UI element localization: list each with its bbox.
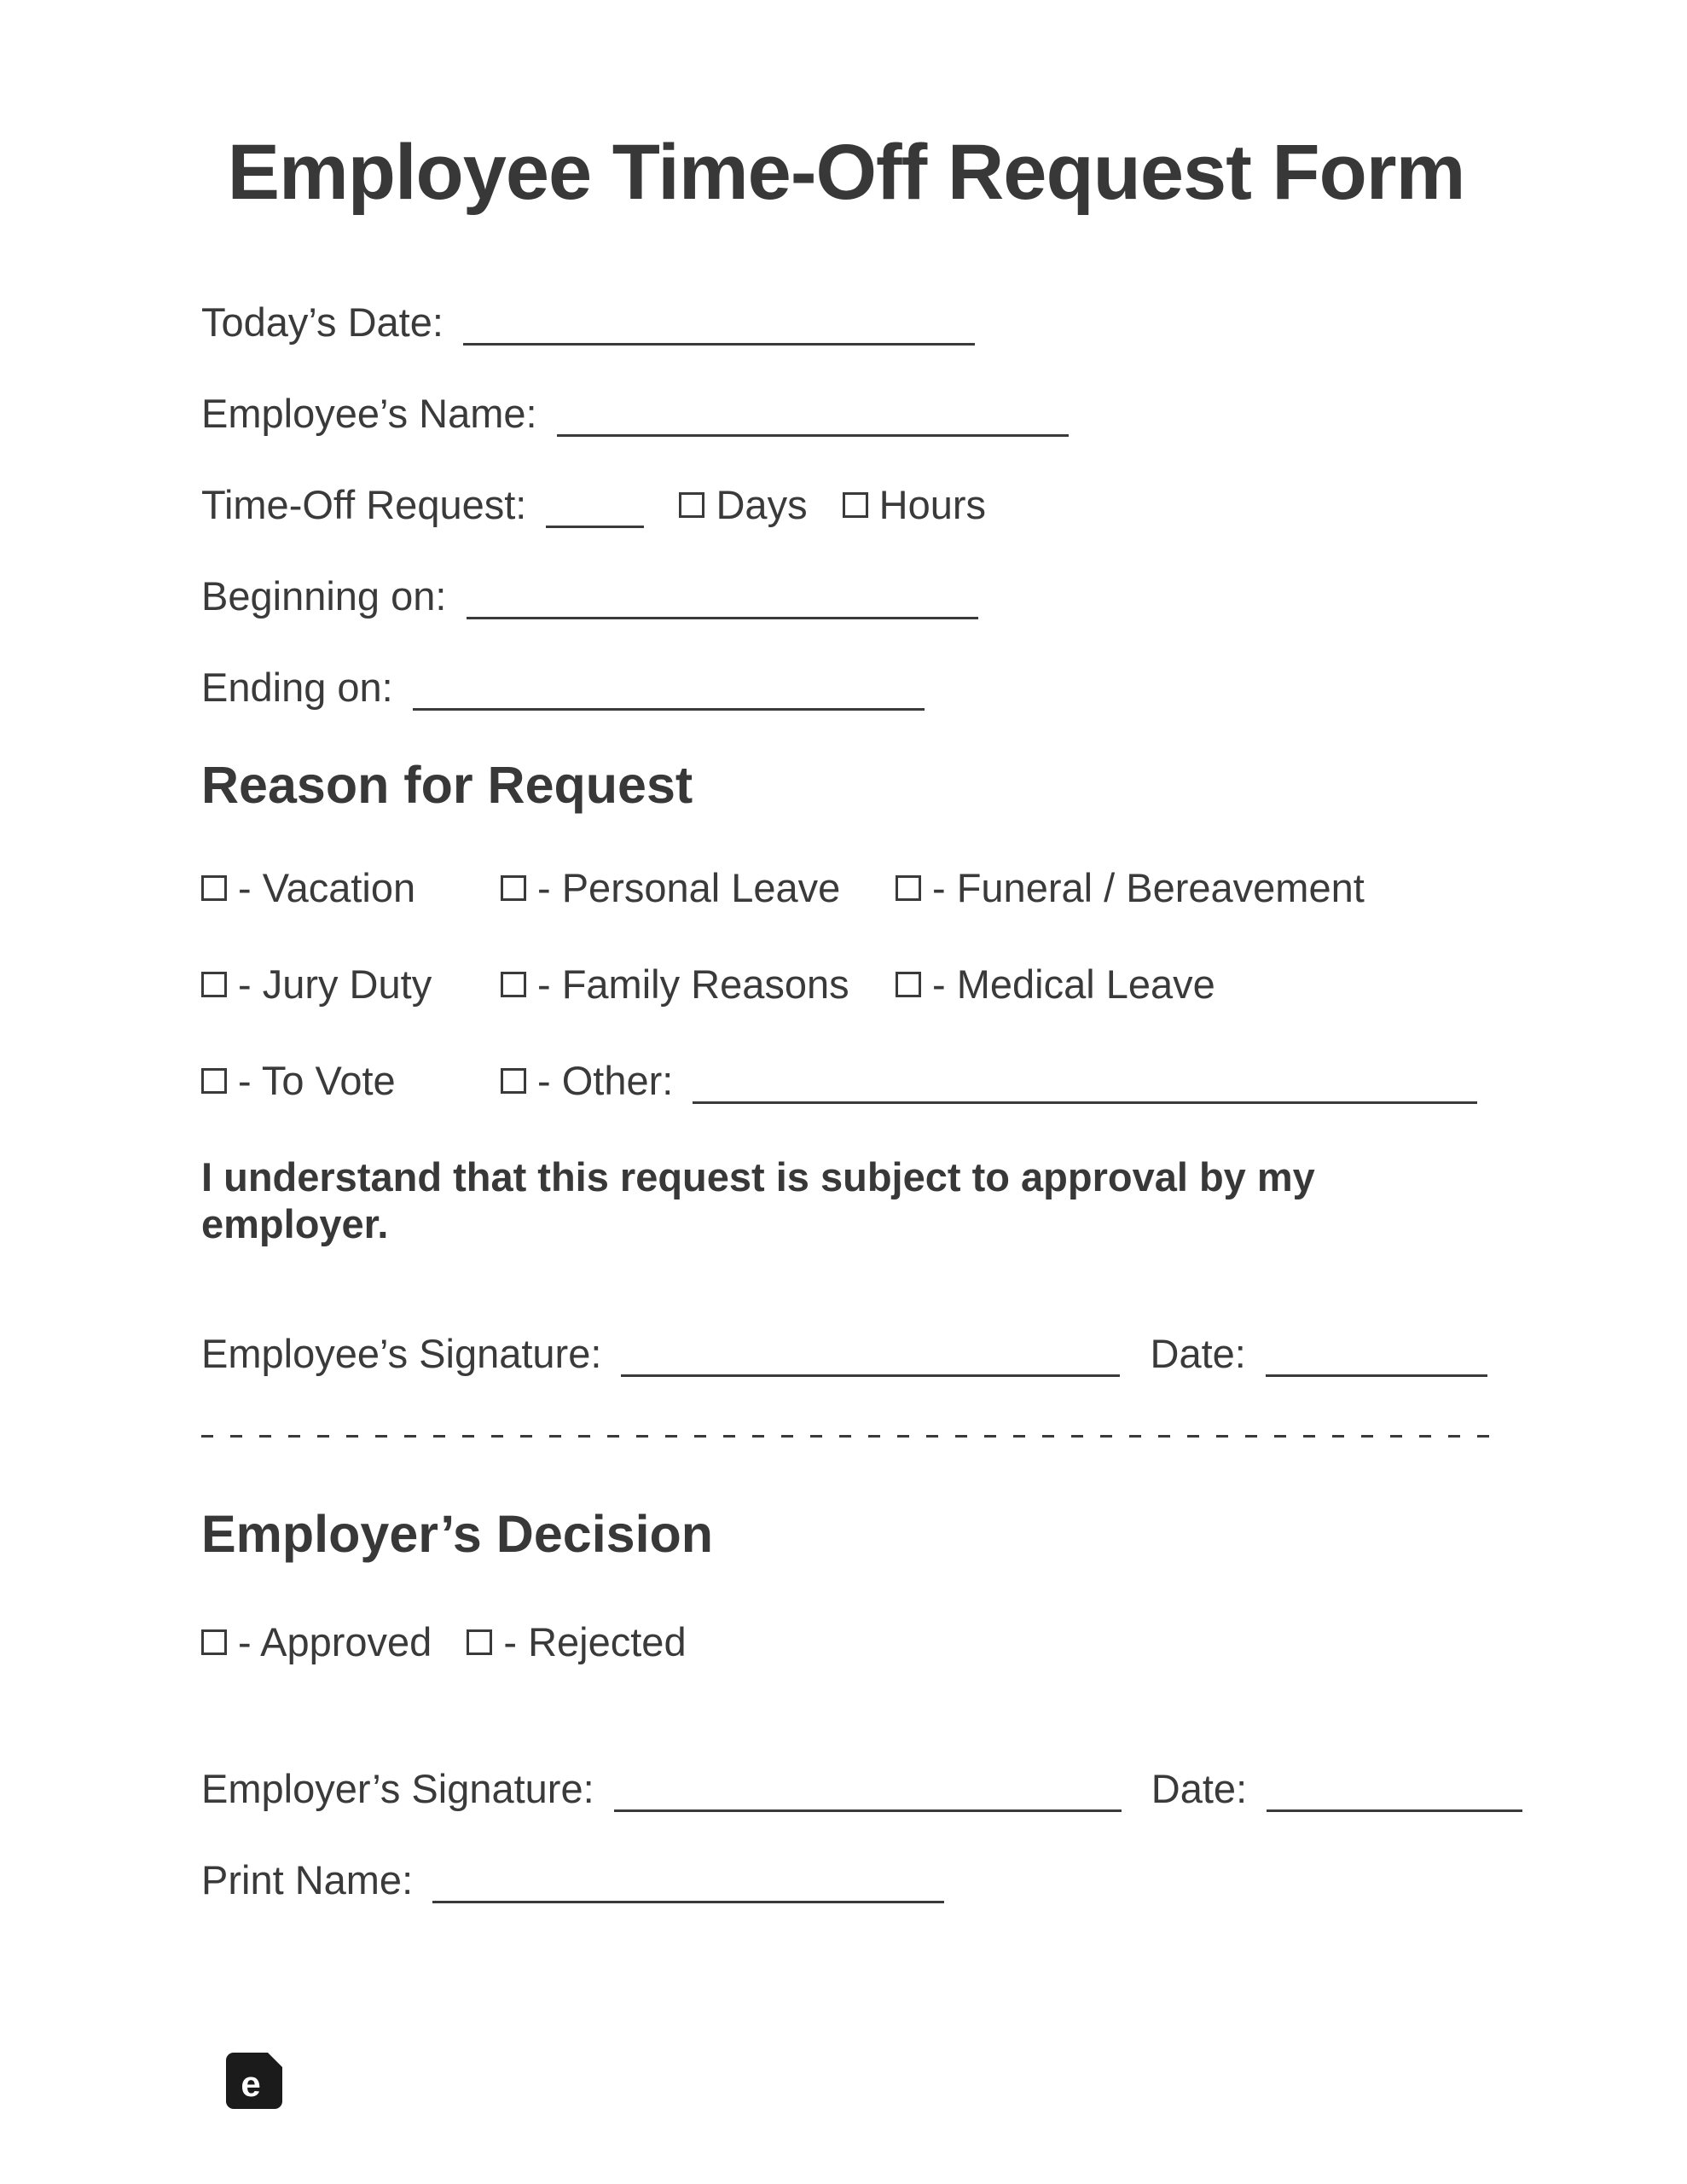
employee-signature-row [201,1330,1491,1377]
employee-name-input[interactable] [557,394,1069,437]
reason-option-jury-duty [201,961,501,1008]
reason-option-medical-leave [896,961,1491,1008]
family-reasons-label: - Family Reasons [537,961,849,1007]
field-row-time-off-request [201,481,1491,528]
employer-signature-input[interactable] [614,1769,1122,1812]
field-row-todays-date [201,299,1491,346]
reason-option-other [501,1057,1491,1104]
ending-on-label: Ending on: [201,665,393,710]
personal-leave-label: - Personal Leave [537,865,841,910]
approved-label: - Approved [238,1619,432,1664]
vacation-checkbox[interactable] [201,875,227,901]
rejected-checkbox[interactable] [467,1629,492,1655]
reason-option-to-vote [201,1057,501,1104]
form-title: Employee Time-Off Request Form [227,129,1465,216]
logo-fold-icon [268,2053,282,2067]
reason-option-vacation [201,864,501,911]
reason-section-heading: Reason for Request [201,756,693,814]
field-row-beginning-on [201,572,1491,619]
to-vote-label: - To Vote [238,1058,396,1103]
print-name-label: Print Name: [201,1857,414,1902]
funeral-bereavement-checkbox[interactable] [896,875,921,901]
other-checkbox[interactable] [501,1068,526,1094]
family-reasons-checkbox[interactable] [501,972,526,997]
medical-leave-checkbox[interactable] [896,972,921,997]
rejected-label: - Rejected [503,1619,687,1664]
print-name-row [201,1856,1491,1903]
medical-leave-label: - Medical Leave [932,961,1215,1007]
employee-signature-label: Employee’s Signature: [201,1331,602,1376]
beginning-on-label: Beginning on: [201,573,447,619]
field-row-employee-name [201,390,1491,437]
days-checkbox[interactable] [679,492,704,518]
reason-option-family-reasons [501,961,896,1008]
employer-signature-label: Employer’s Signature: [201,1766,594,1811]
employer-signature-row [201,1765,1491,1812]
other-reason-input[interactable] [693,1061,1477,1104]
beginning-on-input[interactable] [467,577,978,619]
logo-letter: e [241,2064,261,2104]
other-label: - Other: [537,1058,674,1103]
time-off-request-label: Time-Off Request: [201,482,527,527]
personal-leave-checkbox[interactable] [501,875,526,901]
employer-decision-heading: Employer’s Decision [201,1505,714,1563]
approved-checkbox[interactable] [201,1629,227,1655]
hours-checkbox[interactable] [843,492,868,518]
employee-name-label: Employee’s Name: [201,391,537,436]
section-divider [201,1435,1491,1438]
employee-signature-input[interactable] [621,1334,1120,1377]
reason-option-personal-leave [501,864,896,911]
employer-date-input[interactable] [1267,1769,1522,1812]
jury-duty-checkbox[interactable] [201,972,227,997]
eforms-logo [226,2053,282,2109]
time-off-amount-input[interactable] [546,485,644,528]
hours-label: Hours [878,482,987,527]
reason-options-grid [201,864,1491,1104]
todays-date-input[interactable] [463,303,975,346]
todays-date-label: Today’s Date: [201,299,443,345]
ending-on-input[interactable] [413,668,925,711]
reason-option-funeral-bereavement [896,864,1491,911]
employer-decision-row [201,1618,1491,1665]
field-row-ending-on [201,664,1491,711]
jury-duty-label: - Jury Duty [238,961,432,1007]
days-label: Days [716,482,808,527]
approval-statement: I understand that this request is subject to approval by my employer. [201,1154,1315,1246]
print-name-input[interactable] [432,1861,944,1903]
employee-date-input[interactable] [1266,1334,1487,1377]
funeral-bereavement-label: - Funeral / Bereavement [932,865,1365,910]
vacation-label: - Vacation [238,865,416,910]
to-vote-checkbox[interactable] [201,1068,227,1094]
employee-date-label: Date: [1150,1331,1246,1376]
employer-date-label: Date: [1151,1766,1248,1811]
